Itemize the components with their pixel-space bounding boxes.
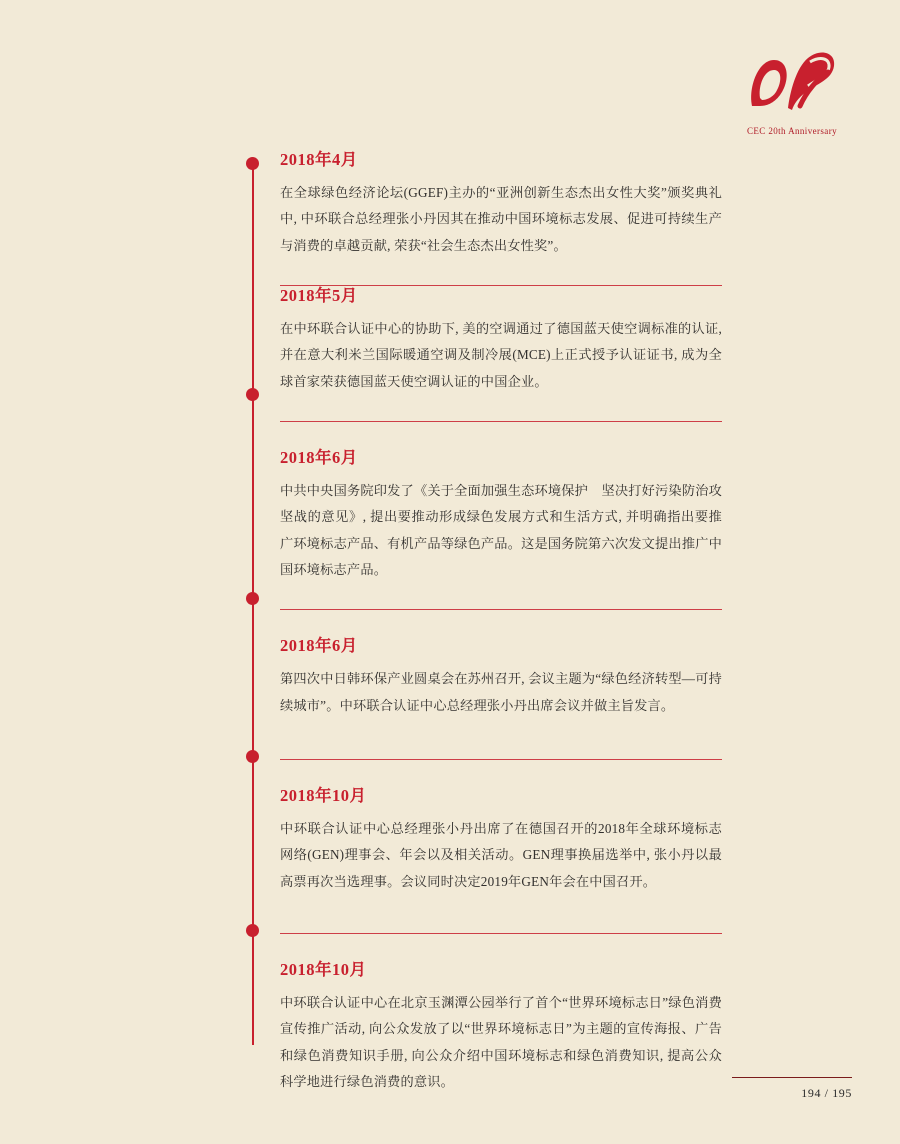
timeline-entry-date: 2018年10月 — [280, 786, 367, 806]
timeline-entry-text: 中环联合认证中心总经理张小丹出席了在德国召开的2018年全球环境标志网络(GEN)理事会、年会以及相关活动。GEN理事换届选举中, 张小丹以最高票再次当选理事。会议同时决定2019年GEN年会在中国召开。 — [280, 820, 722, 889]
timeline-entry-text: 第四次中日韩环保产业圆桌会在苏州召开, 会议主题为“绿色经济转型—可持续城市”。中环联合认证中心总经理张小丹出席会议并做主旨发言。 — [280, 671, 722, 713]
footer-divider — [732, 1077, 852, 1078]
timeline-entry-date: 2018年6月 — [280, 636, 358, 656]
timeline-entry-text: 在中环联合认证中心的协助下, 美的空调通过了德国蓝天使空调标准的认证, 并在意大利米兰国际暖通空调及制冷展(MCE)上正式授予认证证书, 成为全球首家荣获德国蓝天使空调认证的中国企业。 — [280, 320, 722, 389]
timeline-entry-date: 2018年5月 — [280, 286, 358, 306]
timeline-entry — [252, 286, 722, 395]
entry-divider — [280, 933, 722, 934]
timeline-dot — [246, 924, 259, 937]
timeline-entry-date: 2018年4月 — [280, 150, 358, 169]
timeline-dot — [246, 592, 259, 605]
timeline-dot — [246, 750, 259, 763]
timeline-entry-text: 在全球绿色经济论坛(GGEF)主办的“亚洲创新生态杰出女性大奖”颁奖典礼中, 中环联合总经理张小丹因其在推动中国环境标志发展、促进可持续生产与消费的卓越贡献, 荣获“社会生态杰出女性奖”。 — [280, 184, 722, 253]
timeline-entry-text: 中共中央国务院印发了《关于全面加强生态环境保护 坚决打好污染防治攻坚战的意见》, 提出要推动形成绿色发展方式和生活方式, 并明确指出要推广环境标志产品、有机产品等绿色产品。这是国务院第六次发文提出推广中国环境标志产品。 — [280, 482, 722, 578]
timeline-entry-text: 中环联合认证中心在北京玉渊潭公园举行了首个“世界环境标志日”绿色消费宣传推广活动, 向公众发放了以“世界环境标志日”为主题的宣传海报、广告和绿色消费知识手册, 向公众介绍中国环境标志和绿色消费知识, 提高公众科学地进行绿色消费的意识。 — [280, 994, 722, 1090]
footer — [801, 1084, 852, 1102]
page-number: 194 / 195 — [801, 1086, 852, 1100]
timeline-entry-date: 2018年6月 — [280, 448, 358, 468]
timeline-dot — [246, 388, 259, 401]
timeline-entry — [252, 448, 722, 583]
logo-block — [732, 48, 852, 136]
logo-caption: CEC 20th Anniversary — [747, 126, 837, 136]
timeline-entry — [252, 960, 722, 1095]
timeline-dot — [246, 157, 259, 170]
entry-divider — [280, 421, 722, 422]
entry-divider — [280, 609, 722, 610]
timeline — [252, 150, 722, 1122]
entry-divider — [280, 759, 722, 760]
cec-20-anniversary-logo-icon — [744, 48, 840, 120]
timeline-entry-date: 2018年10月 — [280, 960, 367, 980]
timeline-entry — [252, 636, 722, 719]
timeline-entry — [252, 786, 722, 895]
timeline-entry — [252, 150, 722, 259]
